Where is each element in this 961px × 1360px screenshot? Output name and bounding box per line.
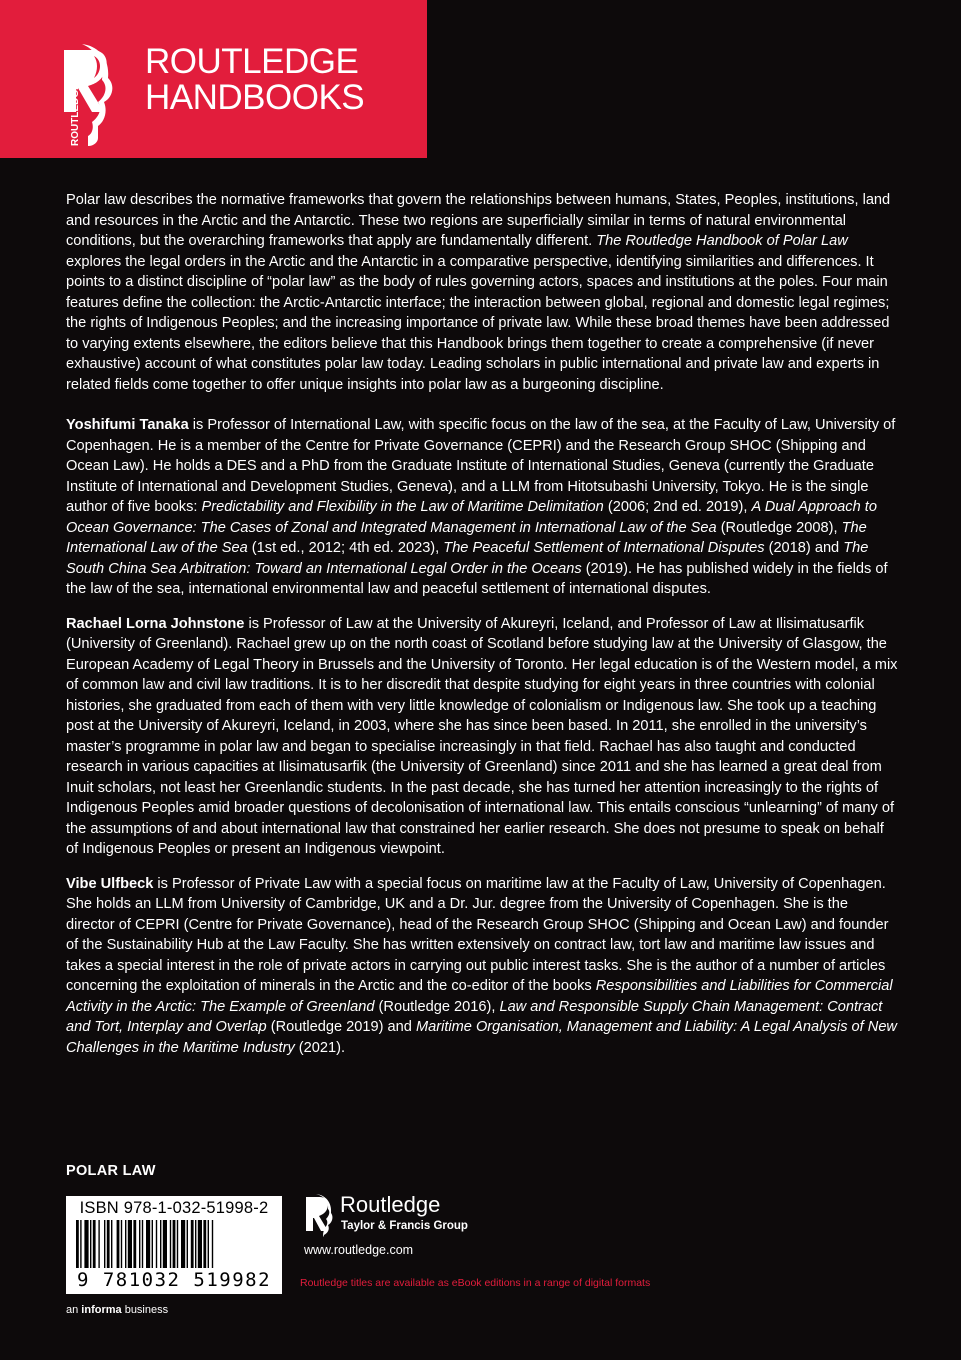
text-run: is Professor of International Law, with specific focus on the law of the sea, at the Faculty of Law, University of Copenhagen. He is a member of the Centre for Private Governance (CEPRI) and the Research Group SHOC (Shipping and Ocean Law). He holds a DES and a PhD from the Graduate Institute of International Studies, Geneva (currently the Graduate Institute of International and Development Studies, Geneva), and a LLM from Hitotsubashi University, Tokyo. He is the single author of five books: <box>66 417 896 515</box>
barcode-bar <box>177 1220 178 1268</box>
text-run: is Professor of Law at the University of Akureyri, Iceland, and Professor of Law at Ilisimatusarfik (University of Greenland). Rachael grew up on the north coast of Scotland before studying law at the University of Glasgow, the European Academy of Legal Theory in Brussels and the University of Toronto. Her legal education is of the Western model, a mix of common law and civil law traditions. It is to her discredit that despite studying for eight years in three countries with colonial histories, she graduated from each of them with very little knowledge of colonialism or Indigenous law. She took up a teaching post at the University of Akureyri, Iceland, in 2003, where she has since been based. In 2011, she enrolled in the university’s master’s programme in polar law and began to specialise increasingly in that field. Rachael has also taught and conducted research in various capacities at Ilisimatusarfik (the University of Greenland) since 2011 and she has learned a great deal from Inuit scholars, not least her Greenlandic students. In the past decade, she has turned her attention increasingly to the rights of Indigenous Peoples amid broader questions of decolonisation of international law. This entails conscious “unlearning” of many of the assumptions of and about international law that constrained her earlier research. She does not presume to speak on behalf of Indigenous Peoples or present an Indigenous viewpoint. <box>66 615 898 857</box>
book-title: Responsibilities and Liabilities for Commercial Activity in the Arctic: The Example of Greenland <box>66 978 893 1015</box>
barcode-bar <box>111 1220 112 1268</box>
barcode-bar <box>128 1220 132 1268</box>
barcode-box <box>66 1196 282 1294</box>
book-title: A Dual Approach to Ocean Governance: The Cases of Zonal and Integrated Management in International Law of the Sea <box>66 499 877 536</box>
barcode-bar <box>212 1220 213 1268</box>
text-run: (2018) and <box>764 540 844 556</box>
barcode-bar <box>146 1220 150 1268</box>
series-title-line1: ROUTLEDGE <box>145 42 359 81</box>
publisher-group: Taylor & Francis Group <box>341 1220 468 1232</box>
barcode-bar <box>139 1220 140 1268</box>
barcode-bar <box>80 1220 81 1268</box>
isbn-label: ISBN 978-1-032-51998-2 <box>79 1199 269 1217</box>
back-cover-text <box>66 190 899 1072</box>
barcode-bar <box>181 1220 185 1268</box>
barcode-bar <box>121 1220 122 1268</box>
book-title: The International Law of the Sea <box>66 519 867 556</box>
barcode-bar <box>152 1220 153 1268</box>
routledge-profile-logo-icon <box>58 42 114 150</box>
text-run: (2006; 2nd ed. 2019), <box>603 499 752 515</box>
barcode-bar <box>76 1220 79 1268</box>
book-title: Predictability and Flexibility in the Law of Maritime Delimitation <box>201 499 604 515</box>
publisher-name: Routledge <box>340 1192 441 1217</box>
series-title-line2: HANDBOOKS <box>145 78 365 117</box>
book-title: The South China Sea Arbitration: Toward an International Legal Order in the Oceans <box>66 540 869 577</box>
barcode-bar <box>125 1220 126 1268</box>
barcode-bar <box>203 1220 206 1268</box>
barcode-bar <box>187 1220 188 1268</box>
informa-suffix: business <box>121 1304 169 1316</box>
informa-brand: informa <box>81 1304 122 1316</box>
logo-wordmark: ROUTLEDGE <box>70 83 81 146</box>
barcode-bar <box>104 1220 105 1268</box>
text-run: (Routledge 2016), <box>374 998 500 1015</box>
book-title: Law and Responsible Supply Chain Management: Contract and Tort, Interplay and Overlap <box>66 998 883 1035</box>
barcode-bar <box>170 1220 171 1268</box>
subject-category: POLAR LAW <box>66 1163 156 1179</box>
book-title: Maritime Organisation, Management and Liability: A Legal Analysis of New Challenges in the Maritime Industry <box>66 1019 897 1056</box>
barcode-bar <box>117 1220 120 1268</box>
text-run: (Routledge 2008), <box>716 519 842 536</box>
barcode-bar <box>160 1220 161 1268</box>
text-run: is Professor of Private Law with a special focus on maritime law at the Faculty of Law, University of Copenhagen. She holds an LLM from University of Cambridge, UK and a Dr. Jur. degree from the University of Copenhagen. She is the director of CEPRI (Centre for Private Governance), head of the Research Group SHOC (Shipping and Ocean Law) and founder of the Sustainability Hub at the Law Faculty. She has written extensively on contract law, tort law and maritime law issues and takes a special interest in the role of private actors in carrying out public interest tasks. She is the author of a number of articles concerning the exploitation of minerals in the Arctic and the co-editor of the books <box>66 875 889 994</box>
barcode-icon <box>74 1220 274 1270</box>
text-run: Polar law describes the normative frameworks that govern the relationships between humans, States, Peoples, institutions, land and resources in the Arctic and the Antarctic. These two regions are superficially similar in terms of natural environmental conditions, but the overarching frameworks that apply are fundamentally different. <box>66 192 891 249</box>
ebook-note: Routledge titles are available as eBook editions in a range of digital formats <box>300 1277 651 1289</box>
editor-bio-ulfbeck <box>66 874 899 1059</box>
barcode-bar <box>84 1220 88 1268</box>
barcode-digits: 9 781032 519982 <box>76 1269 272 1291</box>
barcode-bar <box>93 1220 96 1268</box>
text-run: (2021). <box>294 1039 346 1056</box>
text-run: explores the legal orders in the Arctic and the Antarctic in a comparative perspective, identifying similarities and differences. It points to a distinct discipline of “polar law” as the body of rules governing actors, spaces and institutions at the poles. Four main features define the collection: the Arctic-Antarctic interface; the interaction between global, regional and domestic legal regimes; the rights of Indigenous Peoples; and the increasing importance of private law. While these broad themes have been addressed to varying extents elsewhere, the editors believe that this Handbook brings them together to create a comprehensive (if never exhaustive) account of what constitutes polar law today. Leading scholars in public international and private law and experts in related fields come together to offer unique insights into polar law as a burgeoning discipline. <box>66 253 890 393</box>
editor-bio-johnstone <box>66 614 899 860</box>
series-banner <box>0 0 427 158</box>
barcode-bar <box>133 1220 136 1268</box>
barcode-bar <box>191 1220 194 1268</box>
informa-business <box>66 1304 168 1316</box>
publisher-url[interactable]: www.routledge.com <box>304 1243 414 1257</box>
barcode-bar <box>198 1220 202 1268</box>
routledge-logo-icon <box>304 1193 334 1237</box>
book-description <box>66 190 899 395</box>
text-run: (1st ed., 2012; 4th ed. 2023), <box>247 540 444 556</box>
barcode-bar <box>156 1220 157 1268</box>
barcode-bar <box>107 1220 110 1268</box>
editor-name: Yoshifumi Tanaka <box>66 417 189 433</box>
barcode-bar <box>142 1220 143 1268</box>
text-run: (Routledge 2019) and <box>266 1019 416 1035</box>
editor-name: Vibe Ulfbeck <box>66 875 154 892</box>
text-run: (2019). He has published widely in the fields of the law of the sea, international environmental law and peaceful settlement of international disputes. <box>66 560 888 597</box>
editor-bio-tanaka <box>66 415 899 600</box>
barcode-bar <box>90 1220 91 1268</box>
barcode-bar <box>208 1220 209 1268</box>
barcode-bar <box>195 1220 196 1268</box>
editor-name: Rachael Lorna Johnstone <box>66 615 245 632</box>
barcode-bar <box>98 1220 99 1268</box>
series-title <box>145 44 364 116</box>
book-title: The Routledge Handbook of Polar Law <box>596 233 848 249</box>
barcode-bar <box>173 1220 176 1268</box>
book-title: The Peaceful Settlement of International Disputes <box>443 540 765 556</box>
informa-prefix: an <box>66 1304 82 1316</box>
barcode-bar <box>163 1220 167 1268</box>
